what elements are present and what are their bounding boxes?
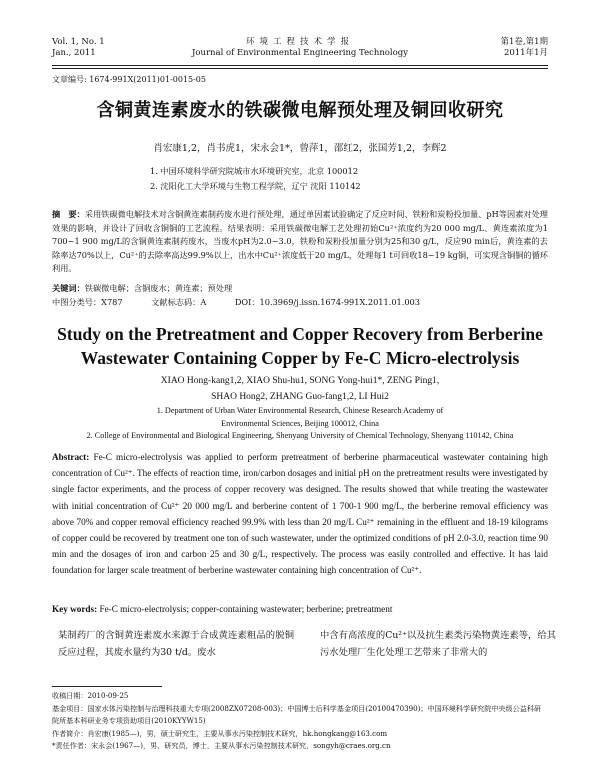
cn-affiliation: 2. 沈阳化工大学环境与生物工程学院，辽宁 沈阳 110142	[150, 181, 361, 191]
document-code: 文献标志码：A	[151, 297, 207, 307]
en-authors-line: XIAO Hong-kang1,2, XIAO Shu-hu1, SONG Yong-hui1*, ZENG Ping1,	[160, 376, 440, 386]
footnote-rule	[52, 686, 162, 687]
footnote-received: 收稿日期：2010-09-25	[52, 691, 129, 700]
en-abstract	[52, 449, 548, 579]
body-column-left: 某制药厂的含铜黄连素废水来源于合成黄连素粗品的脱铜反应过程，其废水量约为30 t/d。废水	[58, 630, 294, 658]
en-title-line: Study on the Pretreatment and Copper Recovery from Berberine	[57, 324, 543, 344]
footnote-corresponding: *责任作者：宋永会(1967—)，男，研究员，博士，主要从事水污染控制技术研究，songyh@craes.org.cn	[52, 741, 391, 750]
cn-abstract-label: 摘 要：	[52, 209, 85, 219]
journal-header	[52, 37, 548, 67]
en-keywords	[52, 604, 548, 614]
en-keywords-text: Fe-C micro-electrolysis; copper-containing wastewater; berberine; pretreatment	[99, 604, 393, 614]
classification-line	[52, 297, 548, 308]
article-number: 文章编号: 1674-991X(2011)01-0015-05	[52, 75, 206, 84]
cn-title: 含铜黄连素废水的铁碳微电解预处理及铜回收研究	[96, 100, 504, 121]
en-keywords-label: Key words:	[52, 604, 98, 614]
en-abstract-text: Fe-C micro-electrolysis was applied to perform pretreatment of berberine pharmaceutical wastewater containing high concentration of Cu²⁺. The effects of reaction time, iron/carbon dosages and initial pH on the pretreatment results were investigated by single factor experiments, and the process of copper recovery was designed. The results showed that while treating the wastewater with initial concentration of Cu²⁺ 20 000 mg/L and berberine content of 1 700-1 900 mg/L, the berberine removal efficiency was above 70% and copper removal efficiency reached 99.9% with less than 20 mg/L Cu²⁺ remaining in the effluent and 18-19 kilograms of copper could be recovered by treatment one ton of such wastewater, under the optimized conditions of pH 2.0-3.0, reaction time 90 min and the dosages of iron and carbon 25 and 30 g/L, respectively. The process was easily controlled and effective. It has laid foundation for larger scale treatment of berberine wastewater containing high concentration of Cu²⁺.	[52, 452, 549, 576]
en-authors	[40, 373, 560, 405]
cn-abstract	[52, 208, 548, 276]
en-authors-line: SHAO Hong2, ZHANG Guo-fang1,2, LI Hui2	[211, 392, 389, 402]
volume-line-cn: 第1卷,第1期	[500, 37, 548, 47]
doi: DOI：10.3969/j.issn.1674-991X.2011.01.003	[234, 297, 420, 307]
en-affiliation: 1. Department of Urban Water Environmental Research, Chinese Research Academy of	[156, 406, 444, 415]
cn-affiliations	[150, 164, 361, 194]
journal-title-cn: 环境工程技术学报	[245, 37, 354, 47]
date-line-cn: 2011年1月	[503, 48, 548, 58]
en-affiliation: 2. College of Environmental and Biological Engineering, Shenyang University of Chemical Technology, Shenyang 110142, China	[86, 431, 514, 440]
en-abstract-label: Abstract:	[52, 452, 90, 462]
journal-title-en: Journal of Environmental Engineering Technology	[191, 48, 409, 58]
en-title	[40, 322, 560, 370]
cn-authors: 肖宏康1,2，肖书虎1，宋永会1*，曾萍1，邵红2，张国芳1,2，李辉2	[153, 143, 447, 154]
cn-keywords-text: 铁碳微电解；含铜废水；黄连素；预处理	[84, 283, 233, 293]
class-number: 中图分类号：X787	[52, 297, 123, 307]
cn-keywords-label: 关键词：	[52, 283, 85, 293]
en-title-line: Wastewater Containing Copper by Fe-C Micro-electrolysis	[80, 348, 520, 368]
en-affiliations	[52, 405, 548, 443]
cn-abstract-text: 采用铁碳微电解技术对含铜黄连素制药废水进行预处理，通过单因素试验确定了反应时间、铁粉和炭粉投加量、pH等因素对处理效果的影响，并设计了回收含铜铜的工艺流程。结果表明：采用铁碳微电解工艺处理初始Cu²⁺浓度约为20 000 mg/L、黄连素浓度为1 700~1 900 mg/L的含铜黄连素制药废水，当废水pH为2.0~3.0，铁粉和炭粉投加量分别为25和30 g/L，反应90 min后，黄连素的去除率达70%以上，Cu²⁺的去除率高达99.9%以上，出水中Cu²⁺浓度低于20 mg/L，处理每1 t可回收18~19 kg铜，可实现含铜铜的循环利用。	[52, 209, 548, 274]
journal-title	[52, 37, 548, 59]
volume-info-cn	[500, 37, 548, 59]
cn-affiliation: 1. 中国环境科学研究院城市水环境研究室，北京 100012	[150, 166, 359, 176]
en-affiliation: Environmental Sciences, Beijing 100012, China	[221, 418, 379, 428]
body-column-right: 中含有高浓度的Cu²⁺以及抗生素类污染物黄连素等，给其污水处理厂生化处理工艺带来了非常大的	[320, 630, 556, 658]
cn-keywords	[52, 283, 548, 294]
footnote-author: 作者简介：肖宏康(1985—)，男，硕士研究生，主要从事水污染控制技术研究，hk.hongkang@163.com	[52, 728, 388, 738]
footnotes	[52, 690, 548, 753]
header-rule-thin	[52, 68, 548, 69]
header-rule	[52, 65, 548, 66]
footnote-funding: 基金项目：国家水体污染控制与治理科技重大专项(2008ZX07208-003)；中国博士后科学基金项目(20100470390)；中国环境科学研究院中央级公益科研院所基本科研业务专项资助项目(2010KYYW15)	[52, 703, 542, 725]
volume-line: Vol. 1, No. 1	[52, 37, 105, 47]
date-line: Jan., 2011	[52, 48, 96, 58]
